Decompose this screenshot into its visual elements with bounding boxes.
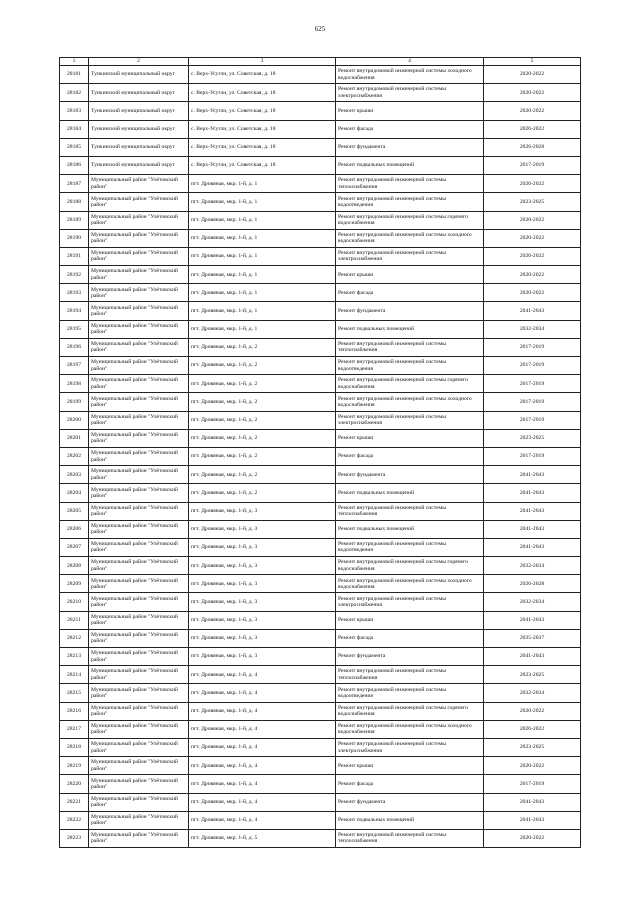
municipality-cell: Муниципальный район "Улётовский район" [89, 393, 189, 411]
period-cell: 2017-2019 [484, 775, 581, 793]
period-cell: 2020-2022 [484, 66, 581, 84]
work-type-cell: Ремонт внутридомовой инженерной системы водоотведения [336, 684, 484, 702]
municipality-cell: Муниципальный район "Улётовский район" [89, 829, 189, 847]
table-row [60, 429, 581, 447]
municipality-cell: Муниципальный район "Улётовский район" [89, 375, 189, 393]
table-row [60, 102, 581, 120]
municipality-cell: Муниципальный район "Улётовский район" [89, 720, 189, 738]
row-number-cell: 28191 [60, 247, 89, 265]
municipality-cell: Муниципальный район "Улётовский район" [89, 629, 189, 647]
table-row [60, 702, 581, 720]
period-cell: 2041-2043 [484, 538, 581, 556]
period-cell: 2017-2019 [484, 156, 581, 174]
work-type-cell: Ремонт фундамента [336, 138, 484, 156]
table-row [60, 811, 581, 829]
work-type-cell: Ремонт подвальных помещений [336, 320, 484, 338]
address-cell: с. Верх-Усугли, ул. Советская, д. 18 [189, 66, 336, 84]
period-cell: 2020-2022 [484, 247, 581, 265]
table-row [60, 138, 581, 156]
work-type-cell: Ремонт внутридомовой инженерной системы теплоснабжения [336, 338, 484, 356]
work-type-cell: Ремонт крыши [336, 102, 484, 120]
work-type-cell: Ремонт фасада [336, 629, 484, 647]
address-cell: пгт. Дровяная, мкр. 1-й, д. 5 [189, 829, 336, 847]
table-row [60, 284, 581, 302]
address-cell: пгт. Дровяная, мкр. 1-й, д. 3 [189, 629, 336, 647]
table-row [60, 629, 581, 647]
work-type-cell: Ремонт внутридомовой инженерной системы теплоснабжения [336, 829, 484, 847]
table-row [60, 375, 581, 393]
work-type-cell: Ремонт крыши [336, 611, 484, 629]
row-number-cell: 28201 [60, 429, 89, 447]
period-cell: 2041-2043 [484, 520, 581, 538]
address-cell: пгт. Дровяная, мкр. 1-й, д. 4 [189, 757, 336, 775]
address-cell: пгт. Дровяная, мкр. 1-й, д. 2 [189, 429, 336, 447]
row-number-cell: 28211 [60, 611, 89, 629]
municipality-cell: Муниципальный район "Улётовский район" [89, 666, 189, 684]
row-number-cell: 28212 [60, 629, 89, 647]
period-cell: 2020-2022 [484, 720, 581, 738]
period-cell: 2020-2022 [484, 284, 581, 302]
municipality-cell: Муниципальный район "Улётовский район" [89, 193, 189, 211]
work-type-cell: Ремонт фасада [336, 447, 484, 465]
work-type-cell: Ремонт фасада [336, 120, 484, 138]
period-cell: 2041-2043 [484, 302, 581, 320]
address-cell: пгт. Дровяная, мкр. 1-й, д. 2 [189, 375, 336, 393]
work-type-cell: Ремонт внутридомовой инженерной системы горячего водоснабжения [336, 211, 484, 229]
work-type-cell: Ремонт внутридомовой инженерной системы электроснабжения [336, 411, 484, 429]
table-row [60, 593, 581, 611]
row-number-cell: 28203 [60, 466, 89, 484]
work-type-cell: Ремонт внутридомовой инженерной системы холодного водоснабжения [336, 66, 484, 84]
period-cell: 2041-2043 [484, 793, 581, 811]
column-header: 4 [336, 58, 484, 66]
municipality-cell: Муниципальный район "Улётовский район" [89, 484, 189, 502]
municipality-cell: Муниципальный район "Улётовский район" [89, 229, 189, 247]
row-number-cell: 28181 [60, 66, 89, 84]
table-row [60, 520, 581, 538]
period-cell: 2017-2019 [484, 338, 581, 356]
address-cell: пгт. Дровяная, мкр. 1-й, д. 3 [189, 502, 336, 520]
period-cell: 2020-2022 [484, 175, 581, 193]
row-number-cell: 28204 [60, 484, 89, 502]
work-type-cell: Ремонт внутридомовой инженерной системы холодного водоснабжения [336, 575, 484, 593]
work-type-cell: Ремонт внутридомовой инженерной системы теплоснабжения [336, 666, 484, 684]
table-row [60, 466, 581, 484]
row-number-cell: 28213 [60, 648, 89, 666]
period-cell: 2026-2028 [484, 575, 581, 593]
table-row [60, 793, 581, 811]
municipality-cell: Тункинский муниципальный округ [89, 156, 189, 174]
row-number-cell: 28187 [60, 175, 89, 193]
table-row [60, 411, 581, 429]
row-number-cell: 28190 [60, 229, 89, 247]
period-cell: 2032-2034 [484, 557, 581, 575]
municipality-cell: Муниципальный район "Улётовский район" [89, 357, 189, 375]
work-type-cell: Ремонт внутридомовой инженерной системы горячего водоснабжения [336, 557, 484, 575]
row-number-cell: 28223 [60, 829, 89, 847]
address-cell: пгт. Дровяная, мкр. 1-й, д. 1 [189, 302, 336, 320]
row-number-cell: 28197 [60, 357, 89, 375]
municipality-cell: Муниципальный район "Улётовский район" [89, 593, 189, 611]
table-row [60, 666, 581, 684]
row-number-cell: 28222 [60, 811, 89, 829]
table-row [60, 66, 581, 84]
row-number-cell: 28216 [60, 702, 89, 720]
period-cell: 2020-2022 [484, 829, 581, 847]
municipality-cell: Муниципальный район "Улётовский район" [89, 775, 189, 793]
period-cell: 2017-2019 [484, 357, 581, 375]
work-type-cell: Ремонт фундамента [336, 648, 484, 666]
address-cell: пгт. Дровяная, мкр. 1-й, д. 2 [189, 393, 336, 411]
period-cell: 2020-2022 [484, 702, 581, 720]
row-number-cell: 28194 [60, 302, 89, 320]
work-type-cell: Ремонт внутридомовой инженерной системы электроснабжения [336, 247, 484, 265]
municipality-cell: Муниципальный район "Улётовский район" [89, 575, 189, 593]
period-cell: 2023-2025 [484, 193, 581, 211]
table-row [60, 502, 581, 520]
work-type-cell: Ремонт подвальных помещений [336, 811, 484, 829]
work-type-cell: Ремонт внутридомовой инженерной системы водоотведения [336, 357, 484, 375]
table-row [60, 266, 581, 284]
table-row [60, 193, 581, 211]
table-row [60, 611, 581, 629]
work-type-cell: Ремонт фундамента [336, 466, 484, 484]
period-cell: 2041-2043 [484, 502, 581, 520]
period-cell: 2017-2019 [484, 447, 581, 465]
municipality-cell: Муниципальный район "Улётовский район" [89, 738, 189, 756]
period-cell: 2020-2022 [484, 120, 581, 138]
capital-repair-table [59, 57, 581, 848]
table-row [60, 720, 581, 738]
column-header: 5 [484, 58, 581, 66]
row-number-cell: 28218 [60, 738, 89, 756]
work-type-cell: Ремонт внутридомовой инженерной системы электроснабжения [336, 593, 484, 611]
period-cell: 2023-2025 [484, 738, 581, 756]
period-cell: 2020-2022 [484, 266, 581, 284]
address-cell: пгт. Дровяная, мкр. 1-й, д. 1 [189, 266, 336, 284]
period-cell: 2041-2043 [484, 466, 581, 484]
address-cell: пгт. Дровяная, мкр. 1-й, д. 2 [189, 338, 336, 356]
work-type-cell: Ремонт внутридомовой инженерной системы холодного водоснабжения [336, 720, 484, 738]
header-row [60, 58, 581, 66]
row-number-cell: 28186 [60, 156, 89, 174]
period-cell: 2020-2022 [484, 229, 581, 247]
address-cell: пгт. Дровяная, мкр. 1-й, д. 3 [189, 611, 336, 629]
address-cell: пгт. Дровяная, мкр. 1-й, д. 4 [189, 684, 336, 702]
period-cell: 2020-2022 [484, 84, 581, 102]
table-row [60, 775, 581, 793]
municipality-cell: Муниципальный район "Улётовский район" [89, 411, 189, 429]
row-number-cell: 28189 [60, 211, 89, 229]
table-row [60, 84, 581, 102]
address-cell: пгт. Дровяная, мкр. 1-й, д. 1 [189, 175, 336, 193]
municipality-cell: Муниципальный район "Улётовский район" [89, 757, 189, 775]
row-number-cell: 28184 [60, 120, 89, 138]
municipality-cell: Муниципальный район "Улётовский район" [89, 520, 189, 538]
work-type-cell: Ремонт внутридомовой инженерной системы горячего водоснабжения [336, 375, 484, 393]
address-cell: пгт. Дровяная, мкр. 1-й, д. 3 [189, 593, 336, 611]
period-cell: 2017-2019 [484, 375, 581, 393]
work-type-cell: Ремонт фасада [336, 775, 484, 793]
address-cell: пгт. Дровяная, мкр. 1-й, д. 2 [189, 357, 336, 375]
period-cell: 2041-2043 [484, 611, 581, 629]
work-type-cell: Ремонт подвальных помещений [336, 484, 484, 502]
table-row [60, 393, 581, 411]
municipality-cell: Муниципальный район "Улётовский район" [89, 247, 189, 265]
period-cell: 2020-2022 [484, 757, 581, 775]
column-header: 3 [189, 58, 336, 66]
period-cell: 2041-2043 [484, 811, 581, 829]
table-row [60, 484, 581, 502]
table-row [60, 829, 581, 847]
row-number-cell: 28200 [60, 411, 89, 429]
row-number-cell: 28193 [60, 284, 89, 302]
municipality-cell: Тункинский муниципальный округ [89, 84, 189, 102]
address-cell: пгт. Дровяная, мкр. 1-й, д. 4 [189, 793, 336, 811]
municipality-cell: Муниципальный район "Улётовский район" [89, 284, 189, 302]
work-type-cell: Ремонт крыши [336, 266, 484, 284]
page-number: 625 [314, 25, 326, 33]
address-cell: пгт. Дровяная, мкр. 1-й, д. 1 [189, 284, 336, 302]
municipality-cell: Тункинский муниципальный округ [89, 138, 189, 156]
municipality-cell: Муниципальный район "Улётовский район" [89, 466, 189, 484]
address-cell: пгт. Дровяная, мкр. 1-й, д. 1 [189, 247, 336, 265]
municipality-cell: Муниципальный район "Улётовский район" [89, 211, 189, 229]
address-cell: с. Верх-Усугли, ул. Советская, д. 18 [189, 84, 336, 102]
row-number-cell: 28209 [60, 575, 89, 593]
address-cell: пгт. Дровяная, мкр. 1-й, д. 3 [189, 520, 336, 538]
work-type-cell: Ремонт подвальных помещений [336, 520, 484, 538]
table-row [60, 229, 581, 247]
row-number-cell: 28192 [60, 266, 89, 284]
row-number-cell: 28210 [60, 593, 89, 611]
work-type-cell: Ремонт внутридомовой инженерной системы теплоснабжения [336, 175, 484, 193]
work-type-cell: Ремонт фундамента [336, 302, 484, 320]
municipality-cell: Тункинский муниципальный округ [89, 120, 189, 138]
municipality-cell: Муниципальный район "Улётовский район" [89, 302, 189, 320]
row-number-cell: 28199 [60, 393, 89, 411]
work-type-cell: Ремонт внутридомовой инженерной системы холодного водоснабжения [336, 393, 484, 411]
address-cell: пгт. Дровяная, мкр. 1-й, д. 1 [189, 211, 336, 229]
municipality-cell: Муниципальный район "Улётовский район" [89, 684, 189, 702]
municipality-cell: Муниципальный район "Улётовский район" [89, 338, 189, 356]
work-type-cell: Ремонт внутридомовой инженерной системы электроснабжения [336, 738, 484, 756]
table-row [60, 538, 581, 556]
work-type-cell: Ремонт подвальных помещений [336, 156, 484, 174]
row-number-cell: 28198 [60, 375, 89, 393]
address-cell: с. Верх-Усугли, ул. Советская, д. 18 [189, 138, 336, 156]
work-type-cell: Ремонт внутридомовой инженерной системы электроснабжения [336, 84, 484, 102]
period-cell: 2041-2043 [484, 648, 581, 666]
period-cell: 2017-2019 [484, 411, 581, 429]
table-row [60, 447, 581, 465]
table-row [60, 211, 581, 229]
address-cell: пгт. Дровяная, мкр. 1-й, д. 3 [189, 648, 336, 666]
row-number-cell: 28185 [60, 138, 89, 156]
municipality-cell: Муниципальный район "Улётовский район" [89, 447, 189, 465]
address-cell: пгт. Дровяная, мкр. 1-й, д. 1 [189, 229, 336, 247]
period-cell: 2020-2022 [484, 102, 581, 120]
address-cell: пгт. Дровяная, мкр. 1-й, д. 1 [189, 193, 336, 211]
address-cell: пгт. Дровяная, мкр. 1-й, д. 4 [189, 666, 336, 684]
municipality-cell: Муниципальный район "Улётовский район" [89, 266, 189, 284]
row-number-cell: 28188 [60, 193, 89, 211]
work-type-cell: Ремонт внутридомовой инженерной системы холодного водоснабжения [336, 229, 484, 247]
work-type-cell: Ремонт фундамента [336, 793, 484, 811]
address-cell: пгт. Дровяная, мкр. 1-й, д. 2 [189, 447, 336, 465]
period-cell: 2041-2043 [484, 484, 581, 502]
address-cell: с. Верх-Усугли, ул. Советская, д. 18 [189, 156, 336, 174]
work-type-cell: Ремонт внутридомовой инженерной системы водоотведения [336, 538, 484, 556]
address-cell: пгт. Дровяная, мкр. 1-й, д. 4 [189, 738, 336, 756]
period-cell: 2023-2025 [484, 429, 581, 447]
row-number-cell: 28196 [60, 338, 89, 356]
address-cell: пгт. Дровяная, мкр. 1-й, д. 2 [189, 466, 336, 484]
address-cell: с. Верх-Усугли, ул. Советская, д. 18 [189, 120, 336, 138]
address-cell: пгт. Дровяная, мкр. 1-й, д. 4 [189, 775, 336, 793]
address-cell: пгт. Дровяная, мкр. 1-й, д. 3 [189, 575, 336, 593]
row-number-cell: 28221 [60, 793, 89, 811]
address-cell: пгт. Дровяная, мкр. 1-й, д. 3 [189, 538, 336, 556]
table-row [60, 338, 581, 356]
table-row [60, 156, 581, 174]
row-number-cell: 28217 [60, 720, 89, 738]
period-cell: 2026-2028 [484, 138, 581, 156]
column-header: 1 [60, 58, 89, 66]
period-cell: 2032-2034 [484, 593, 581, 611]
table-row [60, 120, 581, 138]
municipality-cell: Муниципальный район "Улётовский район" [89, 793, 189, 811]
municipality-cell: Муниципальный район "Улётовский район" [89, 648, 189, 666]
address-cell: пгт. Дровяная, мкр. 1-й, д. 4 [189, 811, 336, 829]
municipality-cell: Муниципальный район "Улётовский район" [89, 538, 189, 556]
municipality-cell: Муниципальный район "Улётовский район" [89, 320, 189, 338]
row-number-cell: 28205 [60, 502, 89, 520]
municipality-cell: Муниципальный район "Улётовский район" [89, 702, 189, 720]
address-cell: пгт. Дровяная, мкр. 1-й, д. 1 [189, 320, 336, 338]
table-row [60, 575, 581, 593]
municipality-cell: Муниципальный район "Улётовский район" [89, 557, 189, 575]
table-row [60, 757, 581, 775]
municipality-cell: Муниципальный район "Улётовский район" [89, 611, 189, 629]
column-header: 2 [89, 58, 189, 66]
work-type-cell: Ремонт внутридомовой инженерной системы горячего водоснабжения [336, 702, 484, 720]
period-cell: 2032-2034 [484, 320, 581, 338]
table-row [60, 175, 581, 193]
table-row [60, 557, 581, 575]
period-cell: 2023-2025 [484, 666, 581, 684]
period-cell: 2032-2034 [484, 684, 581, 702]
municipality-cell: Муниципальный район "Улётовский район" [89, 429, 189, 447]
row-number-cell: 28220 [60, 775, 89, 793]
period-cell: 2035-2037 [484, 629, 581, 647]
row-number-cell: 28182 [60, 84, 89, 102]
row-number-cell: 28214 [60, 666, 89, 684]
address-cell: пгт. Дровяная, мкр. 1-й, д. 2 [189, 484, 336, 502]
row-number-cell: 28207 [60, 538, 89, 556]
municipality-cell: Тункинский муниципальный округ [89, 102, 189, 120]
address-cell: пгт. Дровяная, мкр. 1-й, д. 4 [189, 720, 336, 738]
municipality-cell: Тункинский муниципальный округ [89, 66, 189, 84]
table-row [60, 738, 581, 756]
row-number-cell: 28206 [60, 520, 89, 538]
work-type-cell: Ремонт фасада [336, 284, 484, 302]
municipality-cell: Муниципальный район "Улётовский район" [89, 811, 189, 829]
row-number-cell: 28183 [60, 102, 89, 120]
table-row [60, 684, 581, 702]
row-number-cell: 28215 [60, 684, 89, 702]
address-cell: пгт. Дровяная, мкр. 1-й, д. 2 [189, 411, 336, 429]
municipality-cell: Муниципальный район "Улётовский район" [89, 502, 189, 520]
table-row [60, 302, 581, 320]
work-type-cell: Ремонт внутридомовой инженерной системы теплоснабжения [336, 502, 484, 520]
address-cell: пгт. Дровяная, мкр. 1-й, д. 3 [189, 557, 336, 575]
table-row [60, 357, 581, 375]
municipality-cell: Муниципальный район "Улётовский район" [89, 175, 189, 193]
row-number-cell: 28202 [60, 447, 89, 465]
table-row [60, 320, 581, 338]
work-type-cell: Ремонт крыши [336, 757, 484, 775]
work-type-cell: Ремонт крыши [336, 429, 484, 447]
period-cell: 2017-2019 [484, 393, 581, 411]
address-cell: с. Верх-Усугли, ул. Советская, д. 18 [189, 102, 336, 120]
row-number-cell: 28195 [60, 320, 89, 338]
work-type-cell: Ремонт внутридомовой инженерной системы водоотведения [336, 193, 484, 211]
table-row [60, 648, 581, 666]
row-number-cell: 28208 [60, 557, 89, 575]
period-cell: 2020-2022 [484, 211, 581, 229]
table-row [60, 247, 581, 265]
address-cell: пгт. Дровяная, мкр. 1-й, д. 4 [189, 702, 336, 720]
row-number-cell: 28219 [60, 757, 89, 775]
